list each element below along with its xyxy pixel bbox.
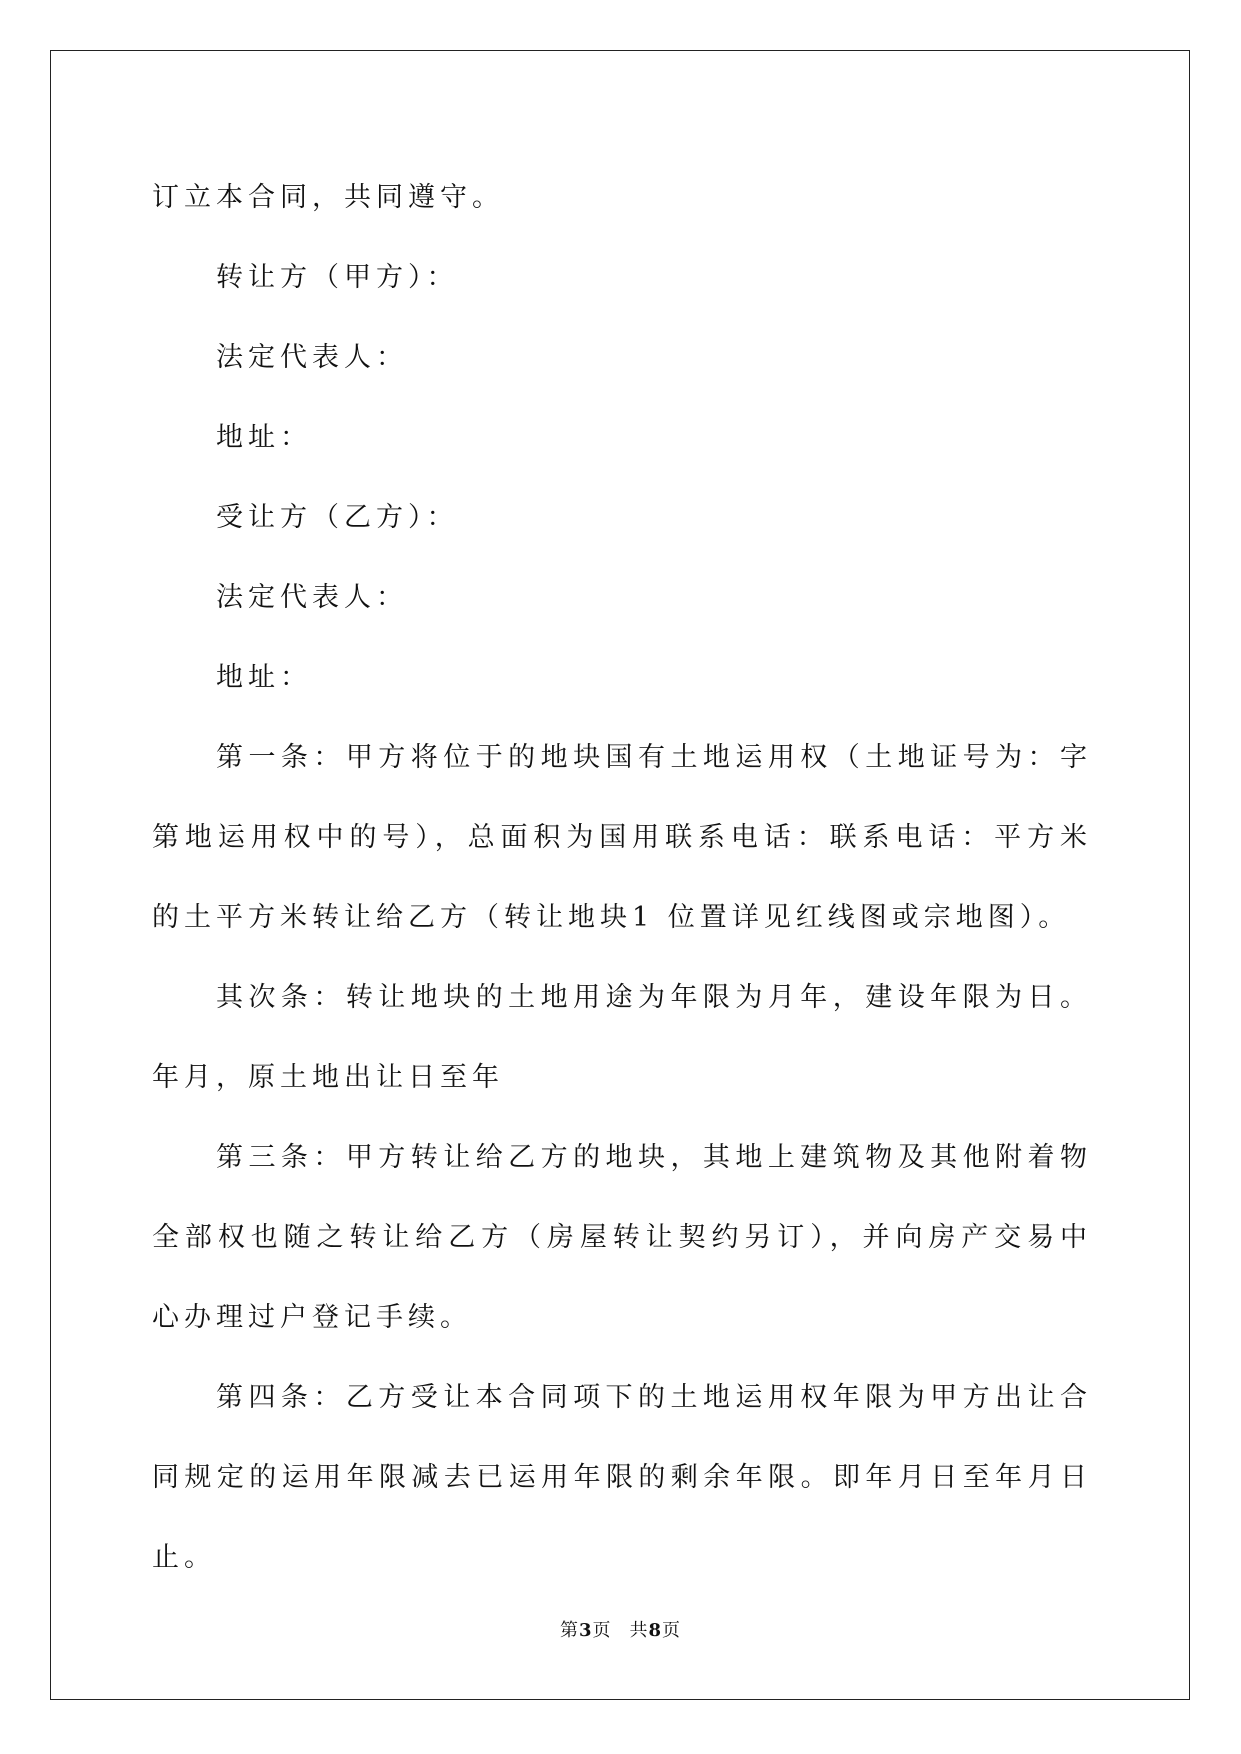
- article-4: 第四条：乙方受让本合同项下的土地运用权年限为甲方出让合同规定的运用年限减去已运用年限的剩余年限。即年月日至年月日止。: [152, 1382, 1092, 1573]
- article-1: 第一条：甲方将位于的地块国有土地运用权（土地证号为：字第地运用权中的号），总面积为国用联系电话：联系电话：平方米的土平方米转让给乙方（转让地块1 位置详见红线图或宗地图）。: [152, 742, 1092, 933]
- paragraph-transferor: 转让方（甲方）：: [216, 262, 459, 293]
- current-page-number: 3: [578, 1620, 593, 1641]
- paragraph-1: 订立本合同，共同遵守。: [152, 182, 504, 213]
- footer-total-prefix: 共: [629, 1620, 649, 1641]
- paragraph-transferor-representative: 法定代表人：: [216, 342, 408, 373]
- paragraph-transferee: 受让方（乙方）：: [216, 502, 459, 533]
- total-page-number: 8: [648, 1620, 663, 1641]
- paragraph-transferee-representative: 法定代表人：: [216, 582, 408, 613]
- document-body: [152, 158, 1092, 1598]
- paragraph-transferee-address: 地址：: [216, 662, 312, 693]
- page-number-footer: [0, 1616, 1241, 1642]
- paragraph-transferor-address: 地址：: [216, 422, 312, 453]
- footer-total-suffix: 页: [662, 1620, 682, 1641]
- article-2: 其次条：转让地块的土地用途为年限为月年，建设年限为日。年月，原土地出让日至年: [152, 982, 1092, 1093]
- footer-page-word: 页: [592, 1620, 612, 1641]
- footer-prefix: 第: [559, 1620, 579, 1641]
- article-3: 第三条：甲方转让给乙方的地块，其地上建筑物及其他附着物全部权也随之转让给乙方（房屋转让契约另订），并向房产交易中心办理过户登记手续。: [152, 1142, 1092, 1333]
